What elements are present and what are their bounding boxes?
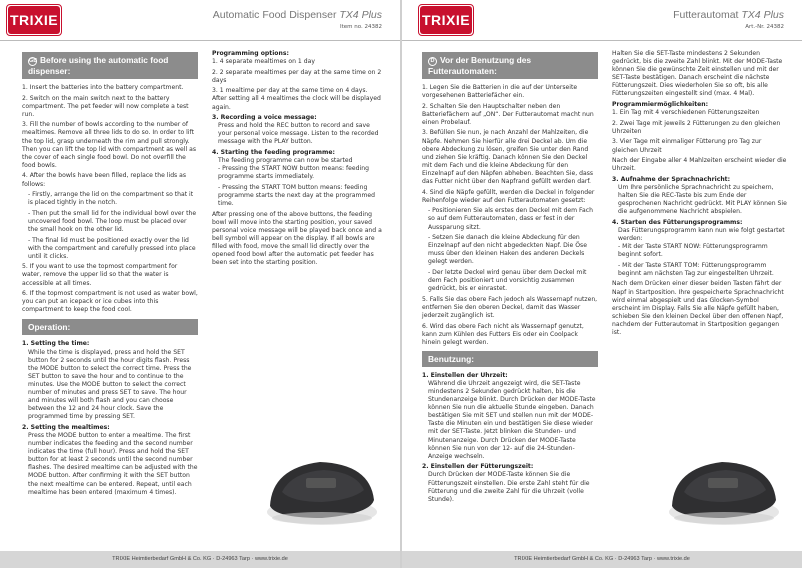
language-badge-icon: D [428, 57, 437, 66]
list-item: - Firstly, arrange the lid on the compartment so that it is placed tightly in the notch. [28, 191, 194, 207]
page-header [402, 0, 802, 43]
section-header-before-use: GB Before using the automatic food dispenser: [22, 52, 198, 79]
list-item: 4. Sind die Näpfe gefüllt, werden die Deckel in folgender Reihenfolge wieder auf den Futterautomaten gesetzt: [422, 188, 595, 204]
step-text: The feeding programme can now be started [218, 157, 353, 165]
list-item: 6. If the topmost compartment is not used as water bowl, you can put an icepack or ice cubes into this compartment to keep the food cool. [22, 290, 198, 314]
step-text: While the time is displayed, press and hold the SET button for 2 seconds until the hour digits flash. Press the MODE button to select the correct time. Press the SET button to save the hour and to continue to the minutes. Use the MODE button to select the correct number of minutes and press SET to save. The hour and minutes will both flash and you can choose between the 12 and 24 hour clock. Save the programmed time by pressing SET. [28, 348, 192, 421]
step-text: Das Fütterungsprogramm kann nun wie folgt gestartet werden: [618, 226, 785, 242]
step-title: 1. Setting the time: [22, 340, 90, 348]
document-title: Automatic Food Dispenser TX4 Plus [212, 9, 382, 21]
step-title: Programming options: [212, 50, 289, 57]
list-item: 2. Zwei Tage mit jeweils 2 Fütterungen zu den gleichen Uhrzeiten [612, 119, 781, 135]
step-text: Halten Sie die SET-Taste mindestens 2 Sekunden gedrückt, bis die zweite Zahl blinkt. Mit der MODE-Taste können Sie die gewünschte Zeit einstellen und mit der SET-Taste bestätigen. Danach erscheint die nächste Fütterungszeit. Dies wiederholen Sie so oft, bis alle Fütterungszeiten eingestellt sind (max. 4 Mal). [612, 50, 783, 98]
page-footer: TRIXIE Heimtierbedarf GmbH & Co. KG · D-24963 Tarp · www.trixie.de [0, 551, 400, 568]
list-item: 6. Wird das obere Fach nicht als Wassernapf genutzt, kann zum Kühlen des Futters Eis oder ein Coolpack hinein gelegt werden. [422, 322, 584, 346]
list-item: 1. Insert the batteries into the battery compartment. [22, 84, 184, 91]
list-item: - Positionieren Sie als erstes den Deckel mit dem Fach so auf dem Futterautomaten, dass er fest in der Aussparung sitzt. [428, 207, 593, 231]
list-item: - Mit der Taste START TOM: Fütterungsprogramm beginnt am nächsten Tag zur eingestellten Uhrzeit. [618, 261, 774, 277]
page-german [402, 0, 802, 568]
list-item: - The final lid must be positioned exactly over the lid with the compartment and carefully pressed into place until it clicks. [28, 236, 196, 260]
step-text: Während die Uhrzeit angezeigt wird, die SET-Taste mindestens 2 Sekunden gedrückt halten, bis die Stundenanzeige blinkt. Durch Drücken der MODE-Taste können Sie nun die aktuelle Stunde eingeben. Danach bestätigen Sie mit SET und stellen nun mit der MODE-Taste die Minuten ein und bestätigen Sie diese wieder mit der SET-Taste. Jetzt blinken die Stunden- und Minutenanzeige. Durch Drücken der MODE-Taste können Sie nun von der 12- auf die 24-Stunden-Anzeige wechseln. [428, 379, 596, 460]
product-shadow [674, 512, 774, 524]
lid-steps [28, 191, 198, 261]
list-item: 2. 2 separate mealtimes per day at the same time on 2 days [212, 68, 382, 84]
step-title: Programmiermöglichkeiten: [612, 101, 709, 109]
article-number: Item no. 24382 [339, 24, 382, 30]
header-divider [402, 40, 802, 41]
list-item: 2. Schalten Sie den Hauptschalter neben den Batteriefächern auf „ON“. Der Futterautomat macht nun einen Probelauf. [422, 102, 594, 126]
section-header-before-use: D Vor der Benutzung des Futterautomaten: [422, 52, 598, 79]
column-right-1 [422, 50, 598, 506]
step-text: Um Ihre persönliche Sprachnachricht zu speichern, halten Sie die REC-Taste bis zum Ende der gesprochenen Nachricht gedrückt. Mit PLAY können Sie die aufgenommene Nachricht abspielen. [618, 183, 787, 216]
list-item: 1. Ein Tag mit 4 verschiedenen Fütterungszeiten [612, 109, 760, 117]
page-english [0, 0, 400, 568]
header-divider [0, 40, 400, 41]
step-title: 1. Einstellen der Uhrzeit: [422, 371, 508, 379]
step-title: 2. Einstellen der Fütterungszeit: [422, 463, 534, 471]
list-item: - Then put the small lid for the individual bowl over the uncovered food bowl. The loop must be placed over the small hook on the other lid. [28, 209, 197, 233]
page-header [0, 0, 400, 43]
section-header-operation: Operation: [22, 319, 198, 335]
page-footer: TRIXIE Heimtierbedarf GmbH & Co. KG · D-24963 Tarp · www.trixie.de [402, 551, 802, 568]
document-title: Futterautomat TX4 Plus [673, 9, 784, 21]
column-right-2 [612, 50, 788, 340]
list-item: - Mit der Taste START NOW: Fütterungsprogramm beginnt sofort. [618, 243, 768, 259]
list-item: 2. Switch on the main switch next to the battery compartment. The pet feeder will now complete a test run. [22, 94, 189, 118]
step-title: 3. Recording a voice message: [212, 114, 317, 122]
list-item: 3. Vier Tage mit einmaliger Fütterung pro Tag zur gleichen Uhrzeit [612, 138, 762, 154]
step-title: 2. Setting the mealtimes: [22, 423, 110, 431]
step-text: After pressing one of the above buttons, the feeding bowl will move into the starting position, your saved personal voice message will be played back once and a bell symbol will appear on the display. If all bowls are filled with food, move the small lid directly over the opened food bowl after the automatic pet feeder has been set into the starting position. [212, 210, 382, 267]
start-options [618, 243, 788, 278]
trixie-logo: TRIXIE [6, 4, 62, 36]
product-shadow [272, 512, 372, 524]
step-text: Press and hold the REC button to record and save your personal voice message. Listen to the recorded message with the PLAY button. [218, 122, 379, 146]
list-item: - Pressing the START NOW button means: feeding programme starts immediately. [218, 165, 369, 181]
list-item: 5. Falls Sie das obere Fach jedoch als Wassernapf nutzen, entfernen Sie den oberen Deckel, damit das Wasser jederzeit zugänglich ist. [422, 295, 598, 319]
step-title: 4. Starting the feeding programme: [212, 149, 335, 157]
product-display [306, 478, 336, 488]
product-image [664, 448, 782, 528]
article-number: Art.-Nr. 24382 [745, 24, 784, 30]
list-item: - Der letzte Deckel wird genau über dem Deckel mit dem Fach positioniert und vorsichtig zusammen gedrückt, bis er einrastet. [428, 268, 587, 293]
step-title: 4. Starten des Fütterungsprogramms: [612, 218, 743, 226]
list-item: 1. 4 separate mealtimes on 1 day [212, 58, 315, 66]
step-title: 3. Aufnahme der Sprachnachricht: [612, 175, 731, 183]
list-item: 4. After the bowls have been filled, replace the lids as follows: [22, 172, 187, 188]
product-display [708, 478, 738, 488]
trixie-logo: TRIXIE [418, 4, 474, 36]
list-item: - Setzen Sie danach die kleine Abdeckung für den Einzelnapf auf den nicht abgedeckten Napf. Die Öse muss über den kleinen Haken des anderen Deckels gelegt werden. [428, 234, 587, 266]
list-item: 1. Legen Sie die Batterien in die auf der Unterseite vorgesehenen Batteriefächer ein. [422, 84, 578, 100]
step-text: Press the MODE button to enter a mealtime. The first number indicates the feeding and the second number indicates the time (full hour). Press and hold the SET button for at least 2 seconds until the second number flashes. The desired mealtime can be adjusted with the MODE button. After confirming it with the SET button the next mealtime can be entered. Repeat, until each mealtime has been entered (maximum 4 times). [28, 431, 198, 496]
step-text: Durch Drücken der MODE-Taste können Sie die Fütterungszeit einstellen. Die erste Zahl steht für die Fütterung und die zweite Zahl für die Uhrzeit (volle Stunde). [428, 471, 590, 503]
step-text: Nach dem Drücken einer dieser beiden Tasten fährt der Napf in Startposition. Ihre gespeicherte Sprachnachricht wird einmal abgespielt und das Glocken-Symbol erscheint im Display. Falls Sie alle Näpfe gefüllt haben, schieben Sie den kleinen Deckel über den offenen Napf, nachdem der Futterautomat in Startposition gegangen ist. [612, 280, 784, 336]
language-badge-icon: GB [29, 58, 38, 64]
column-left-1 [22, 50, 198, 499]
section-header-operation: Benutzung: [422, 351, 598, 367]
list-item: 3. Befüllen Sie nun, je nach Anzahl der Mahlzeiten, die Näpfe. Nehmen Sie hierfür alle drei Deckel ab. Um die obere Abdeckung zu lösen, greifen Sie unter den Rand und ziehen Sie kräftig. Danach können Sie den Deckel mit dem Fach und die kleine Abdeckung für den Einzelnapf auf den Näpfen abheben. Beachten Sie, dass das Futter nicht über den Napfrand gefüllt werden darf. [422, 129, 594, 186]
column-left-2 [212, 50, 384, 270]
lid-steps [428, 207, 598, 293]
list-item: 3. 1 mealtime per day at the same time on 4 days. After setting all 4 mealtimes the clock will be displayed again. [212, 87, 381, 111]
product-image [262, 448, 380, 528]
step-text: Nach der Eingabe aller 4 Mahlzeiten erscheint wieder die Uhrzeit. [612, 157, 787, 173]
start-options [218, 165, 384, 208]
list-item: - Pressing the START TOM button means: feeding programme starts the next day at the programmed time. [218, 183, 376, 208]
list-item: 5. If you want to use the topmost compartment for water, remove the upper lid so that the water is accessible at all times. [22, 263, 178, 287]
list-item: 3. Fill the number of bowls according to the number of mealtimes. Remove all three lids to do so. In order to lift the top lid, grasp underneath the rim and pull strongly. Then you can lift the top lid with compartment as well as the cover of each single food bowl. Do not overfill the food bowls. [22, 121, 197, 169]
